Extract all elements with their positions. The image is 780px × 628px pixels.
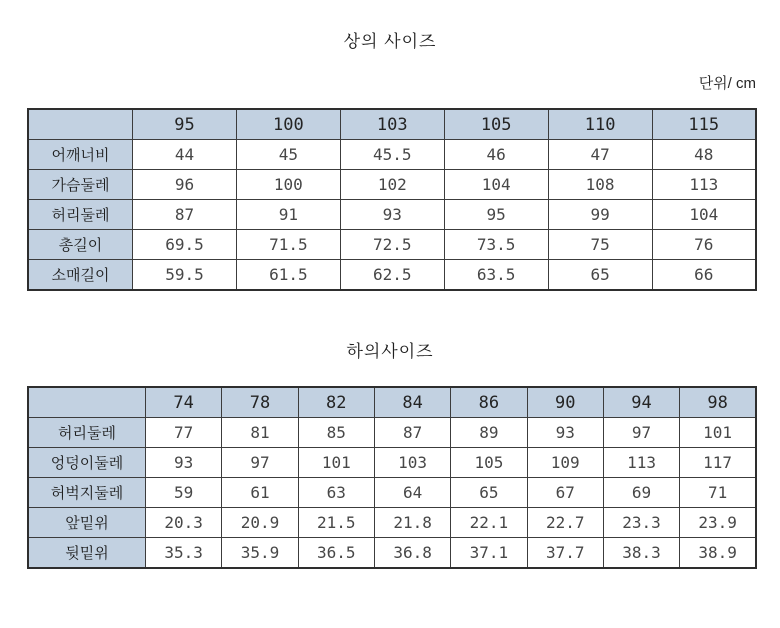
value-cell: 59	[146, 478, 222, 508]
value-cell: 61.5	[236, 260, 340, 291]
value-cell: 71	[680, 478, 756, 508]
row-label-cell: 허리둘레	[28, 418, 146, 448]
column-header-cell: 86	[451, 387, 527, 418]
value-cell: 45	[236, 140, 340, 170]
table-row	[28, 140, 756, 170]
table-row	[28, 448, 756, 478]
table-row	[28, 260, 756, 291]
value-cell: 61	[222, 478, 298, 508]
value-cell: 69.5	[133, 230, 237, 260]
value-cell: 93	[340, 200, 444, 230]
row-label-cell: 어깨너비	[28, 140, 133, 170]
value-cell: 63	[298, 478, 374, 508]
value-cell: 87	[374, 418, 450, 448]
value-cell: 81	[222, 418, 298, 448]
value-cell: 73.5	[444, 230, 548, 260]
value-cell: 38.9	[680, 538, 756, 569]
value-cell: 36.8	[374, 538, 450, 569]
value-cell: 113	[652, 170, 756, 200]
column-header-cell: 82	[298, 387, 374, 418]
bottom-size-table-body	[28, 418, 756, 569]
value-cell: 21.5	[298, 508, 374, 538]
value-cell: 102	[340, 170, 444, 200]
row-label-cell: 허벅지둘레	[28, 478, 146, 508]
value-cell: 91	[236, 200, 340, 230]
value-cell: 45.5	[340, 140, 444, 170]
top-size-table-title: 상의 사이즈	[343, 32, 437, 51]
column-header-cell: 100	[236, 109, 340, 140]
column-header-cell: 95	[133, 109, 237, 140]
value-cell: 96	[133, 170, 237, 200]
value-cell: 35.9	[222, 538, 298, 569]
value-cell: 93	[146, 448, 222, 478]
corner-cell	[28, 109, 133, 140]
table-row	[28, 170, 756, 200]
value-cell: 38.3	[603, 538, 679, 569]
column-header-cell: 110	[548, 109, 652, 140]
value-cell: 108	[548, 170, 652, 200]
value-cell: 23.9	[680, 508, 756, 538]
value-cell: 69	[603, 478, 679, 508]
value-cell: 101	[298, 448, 374, 478]
value-cell: 109	[527, 448, 603, 478]
table-row	[28, 538, 756, 569]
column-header-cell: 94	[603, 387, 679, 418]
table-row	[28, 200, 756, 230]
value-cell: 100	[236, 170, 340, 200]
value-cell: 76	[652, 230, 756, 260]
value-cell: 47	[548, 140, 652, 170]
value-cell: 22.7	[527, 508, 603, 538]
value-cell: 20.3	[146, 508, 222, 538]
value-cell: 66	[652, 260, 756, 291]
table-row	[28, 418, 756, 448]
value-cell: 113	[603, 448, 679, 478]
column-header-cell: 74	[146, 387, 222, 418]
column-header-cell: 115	[652, 109, 756, 140]
value-cell: 22.1	[451, 508, 527, 538]
value-cell: 65	[451, 478, 527, 508]
value-cell: 21.8	[374, 508, 450, 538]
header-row	[28, 387, 756, 418]
row-label-cell: 소매길이	[28, 260, 133, 291]
value-cell: 63.5	[444, 260, 548, 291]
column-header-cell: 103	[340, 109, 444, 140]
value-cell: 104	[444, 170, 548, 200]
table-row	[28, 508, 756, 538]
value-cell: 97	[603, 418, 679, 448]
row-label-cell: 뒷밑위	[28, 538, 146, 569]
value-cell: 117	[680, 448, 756, 478]
value-cell: 67	[527, 478, 603, 508]
bottom-size-table	[27, 386, 757, 569]
column-header-cell: 84	[374, 387, 450, 418]
value-cell: 23.3	[603, 508, 679, 538]
column-header-cell: 105	[444, 109, 548, 140]
value-cell: 59.5	[133, 260, 237, 291]
value-cell: 75	[548, 230, 652, 260]
table-row	[28, 230, 756, 260]
unit-label: 단위/ cm	[698, 75, 756, 92]
corner-cell	[28, 387, 146, 418]
value-cell: 20.9	[222, 508, 298, 538]
value-cell: 46	[444, 140, 548, 170]
row-label-cell: 앞밑위	[28, 508, 146, 538]
value-cell: 95	[444, 200, 548, 230]
header-row	[28, 109, 756, 140]
value-cell: 64	[374, 478, 450, 508]
value-cell: 37.1	[451, 538, 527, 569]
value-cell: 77	[146, 418, 222, 448]
value-cell: 37.7	[527, 538, 603, 569]
value-cell: 36.5	[298, 538, 374, 569]
value-cell: 35.3	[146, 538, 222, 569]
value-cell: 44	[133, 140, 237, 170]
top-size-table	[27, 108, 757, 291]
value-cell: 104	[652, 200, 756, 230]
value-cell: 105	[451, 448, 527, 478]
bottom-size-table-title: 하의사이즈	[346, 342, 434, 361]
value-cell: 62.5	[340, 260, 444, 291]
bottom-size-table-head	[28, 387, 756, 418]
row-label-cell: 엉덩이둘레	[28, 448, 146, 478]
value-cell: 65	[548, 260, 652, 291]
column-header-cell: 98	[680, 387, 756, 418]
value-cell: 48	[652, 140, 756, 170]
value-cell: 97	[222, 448, 298, 478]
top-size-table-body	[28, 140, 756, 291]
value-cell: 72.5	[340, 230, 444, 260]
value-cell: 103	[374, 448, 450, 478]
value-cell: 87	[133, 200, 237, 230]
value-cell: 101	[680, 418, 756, 448]
row-label-cell: 가슴둘레	[28, 170, 133, 200]
value-cell: 71.5	[236, 230, 340, 260]
column-header-cell: 90	[527, 387, 603, 418]
value-cell: 99	[548, 200, 652, 230]
value-cell: 89	[451, 418, 527, 448]
row-label-cell: 총길이	[28, 230, 133, 260]
table-row	[28, 478, 756, 508]
value-cell: 93	[527, 418, 603, 448]
top-size-table-head	[28, 109, 756, 140]
row-label-cell: 허리둘레	[28, 200, 133, 230]
column-header-cell: 78	[222, 387, 298, 418]
value-cell: 85	[298, 418, 374, 448]
